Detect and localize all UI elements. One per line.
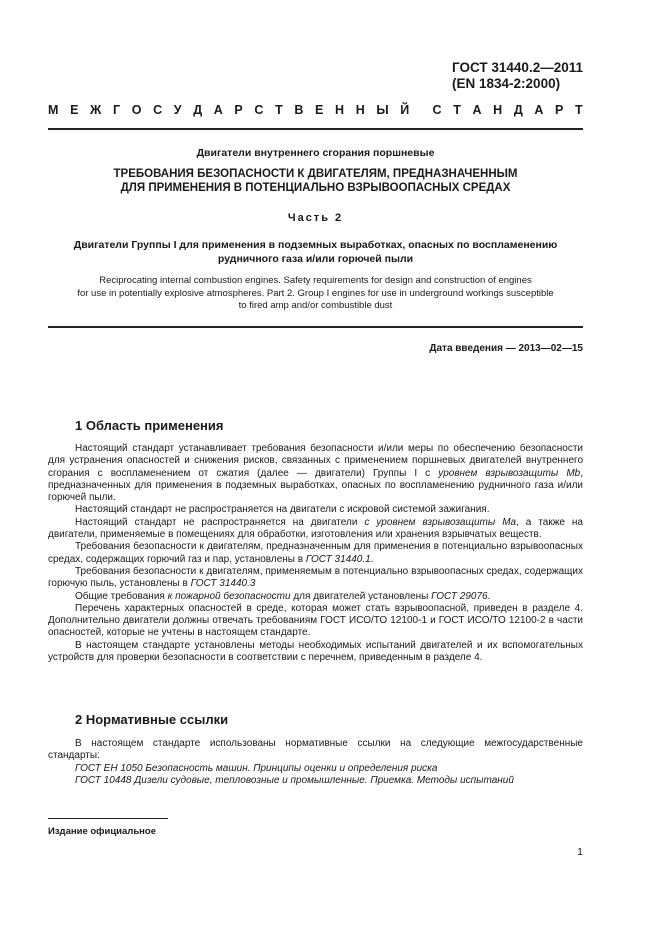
banner-letter: А — [472, 103, 482, 117]
paragraph: Требования безопасности к двигателям, предназначенным для применения в потенциально взрывоопасных средах, содержащих горючий газ и пар, установлены в ГОСТ 31440.1. — [48, 541, 583, 565]
main-title-line-2: ДЛЯ ПРИМЕНЕНИЯ В ПОТЕНЦИАЛЬНО ВЗРЫВООПАСНЫХ СРЕДАХ — [120, 182, 511, 194]
main-title-line-1: ТРЕБОВАНИЯ БЕЗОПАСНОСТИ К ДВИГАТЕЛЯМ, ПРЕДНАЗНАЧЕННЫМ — [113, 168, 518, 180]
title-rule — [48, 326, 583, 328]
gost-number: ГОСТ 31440.2—2011 — [452, 60, 583, 75]
section-1-body — [48, 443, 583, 664]
english-title-line-3: to fired amp and/or combustible dust — [238, 300, 393, 311]
section-1-heading: 1 Область применения — [75, 418, 224, 433]
paragraph: Настоящий стандарт не распространяется на двигатели с искровой системой зажигания. — [75, 504, 490, 516]
banner-letter: М — [48, 103, 59, 117]
section-2-body — [48, 738, 583, 787]
banner-letter: Д — [513, 103, 523, 117]
banner-letter: Т — [275, 103, 283, 117]
part-title-line-2: рудничного газа и/или горючей пыли — [217, 252, 414, 265]
banner-letter: Е — [70, 103, 79, 117]
reference-2: ГОСТ 10448 Дизели судовые, тепловозные и промышленные. Приемка. Методы испытаний — [75, 774, 514, 786]
footer-rule — [48, 818, 168, 819]
reference-1: ГОСТ ЕН 1050 Безопасность машин. Принципы оценки и определения риска — [75, 762, 438, 774]
paragraph: Общие требования к пожарной безопасности для двигателей установлены ГОСТ 29076. — [75, 590, 491, 602]
banner-letter: Г — [113, 103, 121, 117]
official-edition-label: Издание официальное — [48, 826, 156, 837]
banner-letter: С — [432, 103, 442, 117]
paragraph: Настоящий стандарт не распространяется на двигатели с уровнем взрывозащиты Ma, а также на двигатели, применяемые в помещениях для обработки, изготовления или хранения взрывчатых веществ. — [48, 516, 583, 541]
english-title-line-1: Reciprocating internal combustion engines. Safety requirements for design and construction of engines — [99, 275, 532, 286]
banner-letter: Т — [575, 103, 583, 117]
introduction-date: Дата введения — 2013—02—15 — [429, 343, 583, 354]
banner-letter: Р — [555, 103, 564, 117]
part-title-line-1: Двигатели Группы I для применения в подземных выработках, опасных по воспламенению — [73, 239, 558, 251]
interstate-standard-banner — [48, 103, 583, 117]
banner-letter: А — [213, 103, 223, 117]
english-title — [48, 275, 583, 313]
paragraph: В настоящем стандарте установлены методы необходимых испытаний двигателей и их вспомогательных устройств для проверки безопасности в соответствии с перечнем, приведенным в разделе 4. — [48, 639, 583, 664]
main-title — [48, 167, 583, 195]
banner-letter: Р — [234, 103, 243, 117]
banner-letter: Ы — [376, 103, 389, 117]
part-title — [48, 239, 583, 266]
document-designation — [452, 60, 583, 92]
page-number: 1 — [577, 846, 583, 858]
banner-letter: Н — [355, 103, 365, 117]
banner-letter: С — [254, 103, 264, 117]
banner-letter: Д — [193, 103, 203, 117]
banner-letter: Ж — [90, 103, 102, 117]
banner-letter: В — [294, 103, 304, 117]
banner-letter: Й — [400, 103, 410, 117]
paragraph: Настоящий стандарт устанавливает требования безопасности и/или меры по обеспечению безопасности для устранения опасностей и снижения рисков, связанных с применением поршневых двигателей внутреннего сгорания с воспламенением от сжатия (далее — двигатели) Группы I с уровнем взрывозащиты Mb, предназначенных для применения в подземных выработках, опасных по воспламенению рудничного газа и/или горючей пыли. — [48, 443, 583, 504]
part-label: Часть 2 — [287, 212, 344, 224]
en-number: (EN 1834-2:2000) — [452, 76, 561, 91]
banner-letter: Н — [335, 103, 345, 117]
english-title-line-2: for use in potentially explosive atmospheres. Part 2. Group I engines for use in underground workings susceptible — [77, 287, 554, 299]
banner-letter: О — [131, 103, 142, 117]
paragraph: Требования безопасности к двигателям, применяемым в потенциально взрывоопасных средах, содержащих горючую пыль, установлены в ГОСТ 31440.3 — [48, 565, 583, 590]
banner-letter: А — [534, 103, 544, 117]
section-2-heading: 2 Нормативные ссылки — [75, 712, 229, 727]
subtitle: Двигатели внутреннего сгорания поршневые — [196, 147, 435, 159]
banner-letter: Е — [315, 103, 324, 117]
banner-letter: Н — [493, 103, 503, 117]
paragraph: Перечень характерных опасностей в среде, которая может стать взрывоопасной, приведен в разделе 4. Дополнительно двигатели должны отвечать требованиям ГОСТ ИСО/ТО 12100-1 и ГОСТ ИСО/ТО 12100-2 в части опасностей, которые не учтены в настоящем стандарте. — [48, 602, 583, 639]
paragraph: В настоящем стандарте использованы нормативные ссылки на следующие межгосударственные стандарты: — [48, 738, 583, 762]
banner-letter: Т — [453, 103, 461, 117]
banner-rule — [48, 128, 583, 130]
banner-letter: У — [173, 103, 182, 117]
banner-letter: С — [153, 103, 163, 117]
